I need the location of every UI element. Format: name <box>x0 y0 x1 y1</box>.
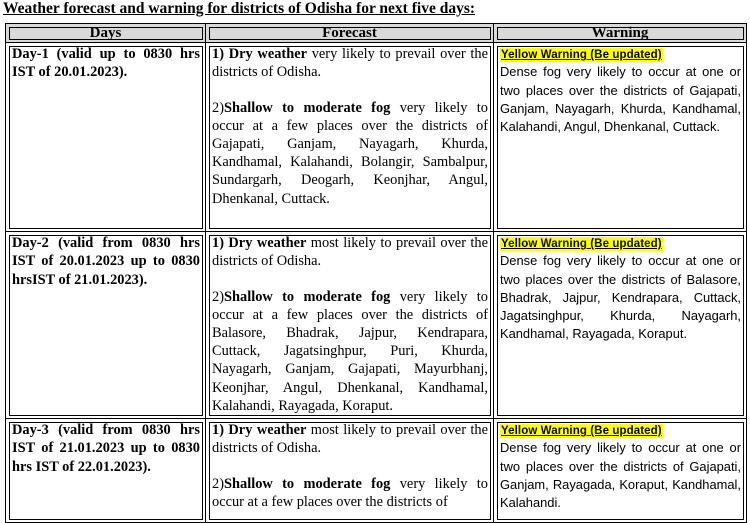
table-row <box>6 43 747 232</box>
days-header: Days <box>6 24 206 43</box>
yellow-warning-badge: Yellow Warning (Be updated) <box>501 238 662 251</box>
yellow-warning-badge: Yellow Warning (Be updated) <box>501 425 662 438</box>
forecast-item-dry: 1) Dry weather most likely to prevail over the districts of Odisha. <box>212 235 488 270</box>
forecast-item-fog: 2)Shallow to moderate fog very likely to occur at a few places over the districts of Gajapati, Ganjam, Nayagarh, Khurda, Kandhamal, Kalahandi, Bolangir, Sambalpur, Sundargarh, Deogarh, Keonjhar, Angul, Dhenkanal, Cuttack. <box>212 99 488 207</box>
warning-text: Dense fog very likely to occur at one or two places over the districts of Balasore, Bhadrak, Jajpur, Kendrapara, Cuttack, Jagatsinghpur, Khurda, Nayagarh, Kandhamal, Rayagada, Koraput. <box>500 253 741 342</box>
forecast-cell <box>206 419 494 523</box>
day-cell: Day-3 (valid from 0830 hrs IST of 21.01.2023 up to 0830 hrs IST of 22.01.2023). <box>6 419 206 523</box>
table-row <box>6 419 747 523</box>
header-row <box>6 24 747 43</box>
warning-text: Dense fog very likely to occur at one or two places over the districts of Gajapati, Ganjam, Rayagada, Koraput, Kandhamal, Kalahandi. <box>500 440 741 511</box>
warning-cell <box>494 43 747 232</box>
forecast-item-dry: 1) Dry weather very likely to prevail over the districts of Odisha. <box>212 46 488 81</box>
forecast-item-fog: 2)Shallow to moderate fog very likely to occur at a few places over the districts of Balasore, Bhadrak, Jajpur, Kendrapara, Cuttack, Jagatsinghpur, Puri, Khurda, Nayagarh, Ganjam, Gajapati, Mayurbhanj, Keonjhar, Angul, Dhenkanal, Kandhamal, Kalahandi, Rayagada, Koraput. <box>212 288 488 414</box>
day-cell: Day-2 (valid from 0830 hrs IST of 20.01.2023 up to 0830 hrsIST of 21.01.2023). <box>6 232 206 419</box>
yellow-warning-badge: Yellow Warning (Be updated) <box>501 49 662 62</box>
warning-cell <box>494 232 747 419</box>
warning-cell <box>494 419 747 523</box>
table-row <box>6 232 747 419</box>
warning-header: Warning <box>494 24 747 43</box>
forecast-header: Forecast <box>206 24 494 43</box>
forecast-cell <box>206 43 494 232</box>
forecast-item-fog: 2)Shallow to moderate fog very likely to occur at a few places over the districts of <box>212 475 488 510</box>
forecast-table <box>5 23 747 523</box>
forecast-item-dry: 1) Dry weather most likely to prevail over the districts of Odisha. <box>212 422 488 457</box>
day-cell: Day-1 (valid up to 0830 hrs IST of 20.01.2023). <box>6 43 206 232</box>
warning-text: Dense fog very likely to occur at one or two places over the districts of Gajapati, Ganjam, Nayagarh, Khurda, Kandhamal, Kalahandi, Angul, Dhenkanal, Cuttack. <box>500 64 741 135</box>
page-title: Weather forecast and warning for districts of Odisha for next five days: <box>3 0 476 17</box>
forecast-cell <box>206 232 494 419</box>
